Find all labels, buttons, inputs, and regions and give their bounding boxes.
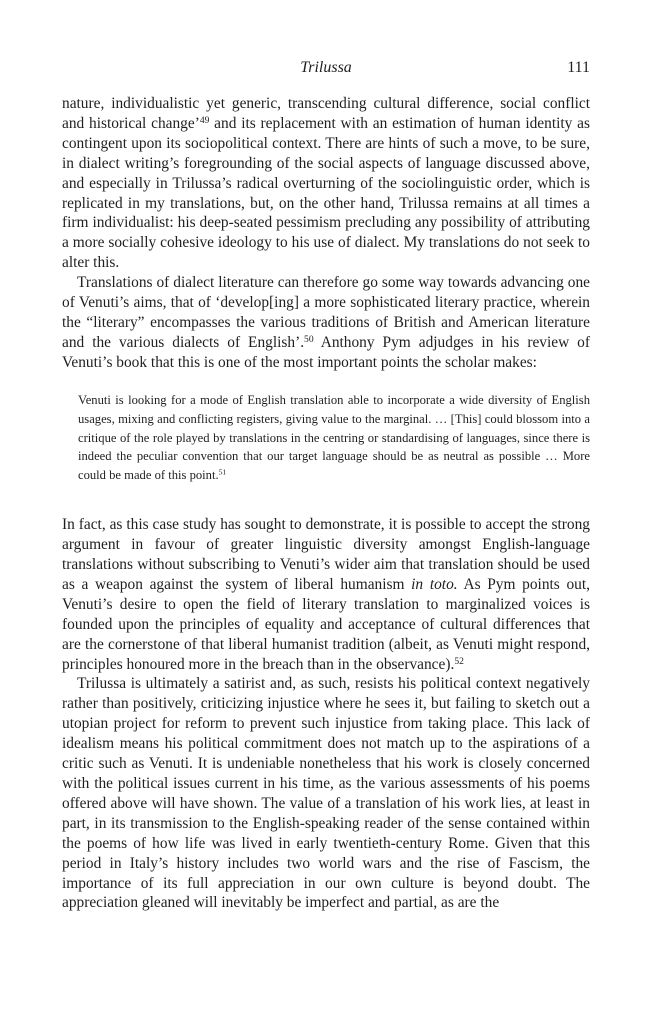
footnote-ref-50: 50 bbox=[304, 333, 314, 345]
footnote-ref-51: 51 bbox=[218, 468, 227, 478]
quote-text: Venuti is looking for a mode of English translation able to incorporate a wide diversity of English usages, mixing and conflicting registers, giving value to the marginal. … [This] could blossom into a critique of the role played by translations in the centring or standardising of languages, since there is indeed the peculiar convention that our target language should be as neutral as possible … More could be made of this point. bbox=[78, 392, 590, 483]
text-run: Anthony Pym adjudges in his review of Venuti’s book that this is one of the most important points the scholar makes: bbox=[62, 333, 590, 371]
text-run: and its replacement with an estimation of human identity as contingent upon its sociopolitical context. There are hints of such a move, to be sure, in dialect writing’s foregrounding of the social aspects of language discussed above, and especially in Trilussa’s radical overturning of the sociolinguistic order, which is replicated in my translations, but, on the other hand, Trilussa remains at all times a firm individualist: his deep-seated pessimism precluding any possibility of attributing a more socially cohesive ideology to his use of dialect. My translations do not seek to alter this. bbox=[62, 114, 590, 272]
running-head bbox=[62, 56, 590, 80]
paragraph bbox=[62, 515, 590, 674]
footnote-ref-52: 52 bbox=[454, 655, 464, 667]
text-run: As Pym points out, Venuti’s desire to open the field of literary translation to marginalized voices is founded upon the principles of equality and acceptance of cultural differences that are the cornerstone of that liberal humanist tradition (albeit, as Venuti might respond, principles honoured more in the breach than in the observance). bbox=[62, 575, 590, 673]
body-text bbox=[62, 94, 590, 913]
paragraph bbox=[62, 674, 590, 913]
running-title: Trilussa bbox=[300, 59, 352, 76]
footnote-ref-49: 49 bbox=[199, 114, 210, 126]
paragraph bbox=[62, 94, 590, 273]
block-quote bbox=[78, 391, 590, 486]
text-run: Translations of dialect literature can therefore go some way towards advancing one of Venuti’s aims, that of ‘develop[ing] a more sophisticated literary practice, wherein the “literary” encompasses the various traditions of British and American literature and the various dialects of English’. bbox=[62, 274, 590, 351]
text-run: Trilussa is ultimately a satirist and, as such, resists his political context negatively rather than positively, criticizing injustice where he sees it, but failing to sketch out a utopian project for reform to prevent such injustice from taking place. This lack of idealism means his political commitment does not match up to the aspirations of a critic such as Venuti. It is undeniable nonetheless that his work is closely concerned with the political issues current in his time, as the various assessments of his poems offered above will have shown. The value of a translation of his work lies, at least in part, in its transmission to the English-speaking reader of the sense contained within the poems of how life was lived in early twentieth-century Rome. Given that this period in Italy’s history includes two world wars and the rise of Fascism, the importance of its full appreciation in our own culture is beyond doubt. The appreciation gleaned will inevitably be imperfect and partial, as are the bbox=[62, 675, 590, 912]
paragraph bbox=[62, 273, 590, 373]
italic-phrase: in toto. bbox=[411, 575, 458, 593]
text-run: In fact, as this case study has sought to demonstrate, it is possible to accept the strong argument in favour of greater linguistic diversity amongst English-language translations without subscribing to Venuti’s wider aim that translation should be used as a weapon against the system of liberal humanism bbox=[62, 516, 590, 593]
text-run: nature, individualistic yet generic, transcending cultural difference, social conflict and historical change’ bbox=[62, 95, 590, 132]
page-number: 111 bbox=[567, 59, 590, 76]
